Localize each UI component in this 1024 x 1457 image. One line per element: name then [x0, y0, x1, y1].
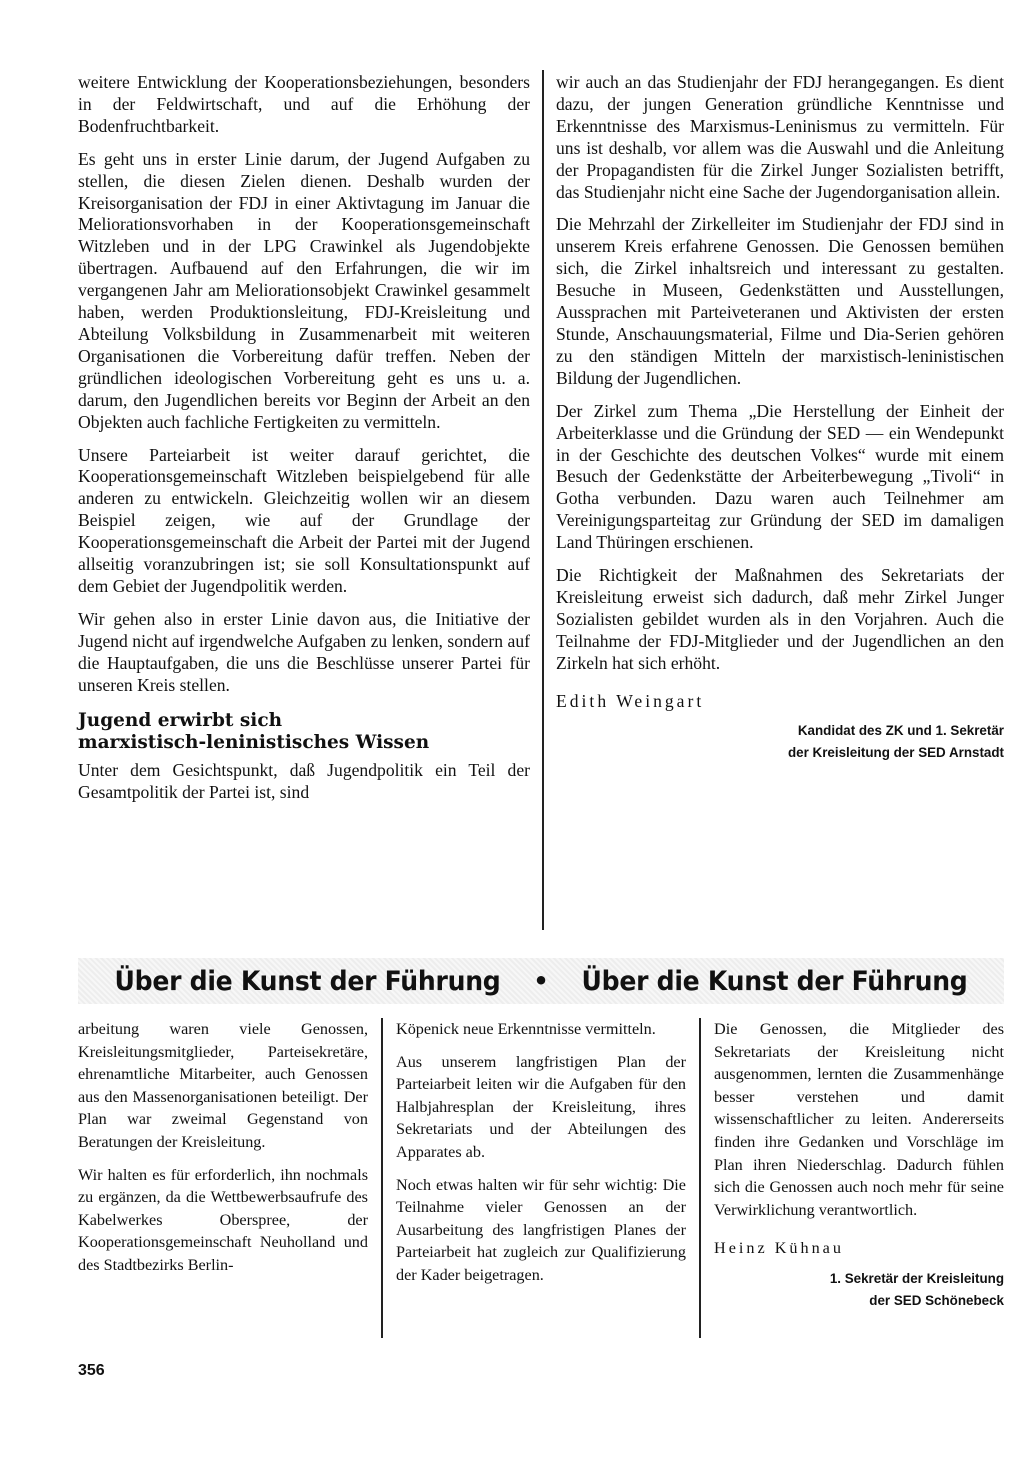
- author-signature: Edith Weingart: [556, 690, 705, 711]
- author-role-line-1: 1. Sekretär der Kreisleitung: [829, 1270, 1004, 1286]
- top-right-column: [556, 72, 1004, 764]
- top-left-column: [78, 72, 530, 815]
- section-banner: [78, 958, 1004, 1004]
- column-divider: [381, 1018, 383, 1338]
- column-divider: [542, 70, 544, 930]
- paragraph: Wir halten es für erforderlich, ihn nochmals zu ergänzen, da die Wettbewerbsaufrufe des Kabelwerkes Oberspree, der Kooperationsgemeinschaft Neuholland und des Stadtbezirks Berlin-: [78, 1165, 368, 1274]
- column-divider: [699, 1018, 701, 1338]
- banner-title-repeat: Über die Kunst der Führung: [581, 965, 968, 997]
- paragraph: weitere Entwicklung der Kooperationsbeziehungen, besonders in der Feldwirtschaft, und auf die Erhöhung der Bodenfruchtbarkeit.: [78, 72, 530, 136]
- heading-line-2: marxistisch-leninistisches Wissen: [78, 732, 430, 754]
- banner-separator: •: [533, 967, 549, 995]
- paragraph: arbeitung waren viele Genossen, Kreisleitungsmitglieder, Parteisekretäre, ehrenamtliche Mitarbeiter, auch Genossen aus den Massenorganisationen beteiligt. Der Plan war zweimal Gegenstand von Beratungen der Kreisleitung.: [78, 1020, 368, 1151]
- section-heading: [78, 710, 530, 754]
- paragraph: Unter dem Gesichtspunkt, daß Jugendpolitik ein Teil der Gesamtpolitik der Partei ist, sind: [78, 760, 530, 803]
- author-role-line-2: der Kreisleitung der SED Arnstadt: [787, 745, 1004, 761]
- paragraph: Die Mehrzahl der Zirkelleiter im Studienjahr der FDJ sind in unserem Kreis erfahrene Genossen. Die Genossen bemühen sich, die Zirkel inhaltsreich und interessant zu gestalten. Besuche in Museen, Gedenkstätten und Ausstellungen, Aussprachen mit Parteiveteranen und Aktivisten der ersten Stunde, Anschauungsmaterial, Filme und Dia-Serien gehören zu den ständigen Mitteln der marxistisch-leninistischen Bildung der Jugendlichen.: [556, 214, 1004, 388]
- heading-line-1: Jugend erwirbt sich: [78, 710, 283, 732]
- paragraph: Der Zirkel zum Thema „Die Herstellung der Einheit der Arbeiterklasse und die Gründung der SED — ein Wendepunkt in der Geschichte des deutschen Volkes“ wurde mit einem Besuch der Gedenkstätte der Arbeiterbewegung „Tivoli“ in Gotha verbunden. Dazu waren auch Teilnehmer am Vereinigungsparteitag zur Gründung der SED im damaligen Land Thüringen erschienen.: [556, 400, 1004, 553]
- paragraph: Unsere Parteiarbeit ist weiter darauf gerichtet, die Kooperationsgemeinschaft Witzleben beispielgebend für alle anderen zu entwickeln. Gleichzeitig wollen wir an diesem Beispiel zeigen, wie auf der Grundlage der Kooperationsgemeinschaft die Arbeit der Partei mit der Jugend allseitig voranzubringen ist; sie soll Konsultationspunkt auf dem Gebiet der Jugendpolitik werden.: [78, 444, 530, 596]
- paragraph: Aus unserem langfristigen Plan der Parteiarbeit leiten wir die Aufgaben für den Halbjahresplan der Kreisleitung, ihres Sekretariats und der Abteilungen des Apparates ab.: [396, 1052, 686, 1161]
- banner-title: Über die Kunst der Führung: [114, 965, 501, 997]
- paragraph: Wir gehen also in erster Linie davon aus, die Initiative der Jugend nicht auf irgendwelche Aufgaben zu lenken, sondern auf die Hauptaufgaben, die uns die Beschlüsse unserer Partei für unseren Kreis stellen.: [78, 608, 530, 695]
- paragraph: Noch etwas halten wir für sehr wichtig: Die Teilnahme vieler Genossen an der Ausarbeitung des langfristigen Planes der Parteiarbeit hat zugleich zur Qualifizierung der Kader beigetragen.: [396, 1175, 686, 1284]
- author-role-line-2: der SED Schönebeck: [869, 1292, 1004, 1308]
- page-number: 356: [78, 1362, 105, 1379]
- bottom-column-3: [714, 1018, 1004, 1312]
- author-signature: Heinz Kühnau: [714, 1239, 844, 1258]
- paragraph: wir auch an das Studienjahr der FDJ herangegangen. Es dient dazu, der jungen Generation gründliche Kenntnisse und Erkenntnisse des Marxismus-Leninismus zu vermitteln. Für uns ist deshalb, vor allem was die Auswahl und die Anleitung der Propagandisten für die Zirkel Junger Sozialisten betrifft, das Studienjahr nicht eine Sache der Jugendorganisation allein.: [556, 72, 1004, 202]
- author-role-line-1: Kandidat des ZK und 1. Sekretär: [797, 723, 1004, 739]
- paragraph: Die Richtigkeit der Maßnahmen des Sekretariats der Kreisleitung erweist sich dadurch, daß mehr Zirkel Junger Sozialisten gebildet wurden als in den Vorjahren. Auch die Teilnahme der FDJ-Mitglieder und der Jugendlichen an den Zirkeln hat sich erhöht.: [556, 565, 1004, 673]
- paragraph: Es geht uns in erster Linie darum, der Jugend Aufgaben zu stellen, die diesen Zielen dienen. Deshalb wurden der Kreisorganisation der FDJ in einer Aktivtagung im Januar die Meliorationsvorhaben in der Kooperationsgemeinschaft Witzleben und in der LPG Crawinkel als Jugendobjekte übertragen. Aufbauend auf den Erfahrungen, die wir im vergangenen Jahr am Meliorationsobjekt Crawinkel gesammelt haben, werden Produktionsleitung, FDJ-Kreisleitung und Abteilung Volksbildung in Zusammenarbeit mit weiteren Organisationen die Vorbereitung dafür treffen. Neben der gründlichen ideologischen Vorbereitung geht es uns u. a. darum, den Jugendlichen bereits vor Beginn der Arbeit an den Objekten auch fachliche Fertigkeiten zu vermitteln.: [78, 148, 530, 432]
- paragraph: Köpenick neue Erkenntnisse vermitteln.: [396, 1020, 656, 1038]
- bottom-column-2: [396, 1018, 686, 1297]
- paragraph: Die Genossen, die Mitglieder des Sekretariats der Kreisleitung nicht ausgenommen, lernten die Zusammenhänge besser verstehen und damit wissenschaftlicher zu leiten. Andererseits finden ihre Gedanken und Vorschläge im Plan ihren Niederschlag. Dadurch fühlen sich die Genossen auch noch mehr für seine Verwirklichung verantwortlich.: [714, 1020, 1004, 1219]
- bottom-column-1: [78, 1018, 368, 1287]
